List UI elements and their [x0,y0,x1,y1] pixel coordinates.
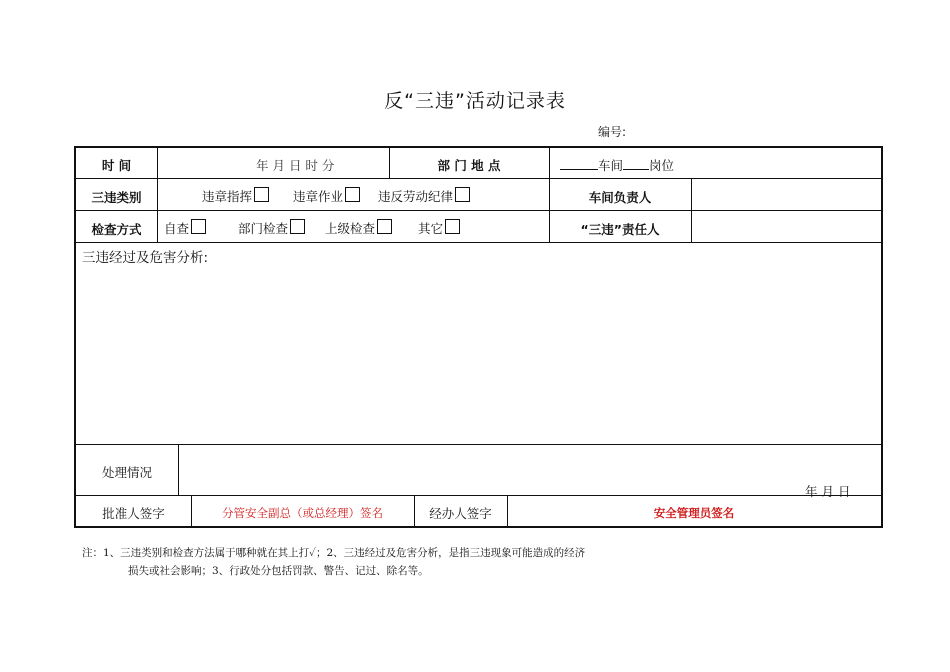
option-label: 其它 [418,221,444,236]
handling-date: 年 月 日 [805,484,851,499]
workshop-post-field[interactable] [560,156,674,174]
workshop-label: 车间 [598,158,624,173]
department-location-label: 部 门 地 点 [437,158,501,173]
option-label: 上级检查 [325,221,376,236]
handling-field[interactable] [179,445,881,495]
column-divider [157,148,158,242]
option-department-inspection[interactable] [238,219,305,237]
option-labor-discipline-violation[interactable] [378,187,470,205]
approver-signature-field[interactable]: 分管安全副总（或总经理）签名 [222,506,383,520]
option-superior-inspection[interactable] [325,219,392,237]
footnote-line-2: 损失或社会影响；3、行政处分包括罚款、警告、记过、除名等。 [128,565,429,577]
option-operation-violation[interactable] [293,187,360,205]
handler-signature-label: 经办人签字 [429,506,492,521]
checkbox[interactable] [445,219,460,234]
analysis-label: 三违经过及危害分析: [82,250,209,266]
violation-type-label: 三违类别 [91,190,142,205]
violator-field[interactable] [692,211,881,242]
inspection-method-label: 检查方式 [91,222,142,237]
post-blank[interactable] [623,158,649,170]
handler-signature-field[interactable]: 安全管理员签名 [653,506,735,520]
date-time-field[interactable]: 年 月 日 时 分 [256,158,335,173]
record-form-table [74,146,883,528]
footnote-line-1: 注：1、三违类别和检查方法属于哪种就在其上打✓；2、三违经过及危害分析，是指三违现象可能造成的经济 [82,547,586,559]
inspection-method-options [164,219,460,237]
handling-label: 处理情况 [101,465,152,480]
option-label: 违反劳动纪律 [378,189,454,204]
workshop-manager-field[interactable] [692,179,881,210]
row-divider [76,495,881,496]
option-label: 部门检查 [238,221,289,236]
option-command-violation[interactable] [202,187,269,205]
post-label: 岗位 [649,158,675,173]
approver-signature-label: 批准人签字 [102,506,165,521]
option-label: 自查 [164,221,190,236]
checkbox[interactable] [191,219,206,234]
option-label: 违章指挥 [202,189,253,204]
option-other[interactable] [418,219,460,237]
workshop-manager-label: 车间负责人 [588,190,652,205]
serial-number-label: 编号: [598,125,627,139]
checkbox[interactable] [290,219,305,234]
form-title: 反“三违”活动记录表 [384,90,566,112]
option-self-inspection[interactable] [164,219,206,237]
checkbox[interactable] [254,187,269,202]
row-divider [76,242,881,243]
checkbox[interactable] [455,187,470,202]
violation-type-options [202,187,470,205]
workshop-blank[interactable] [560,158,598,170]
analysis-textarea[interactable] [82,266,877,441]
time-label: 时 间 [101,158,132,173]
violator-label: “三违”责任人 [580,222,660,237]
checkbox[interactable] [345,187,360,202]
checkbox[interactable] [377,219,392,234]
option-label: 违章作业 [293,189,344,204]
